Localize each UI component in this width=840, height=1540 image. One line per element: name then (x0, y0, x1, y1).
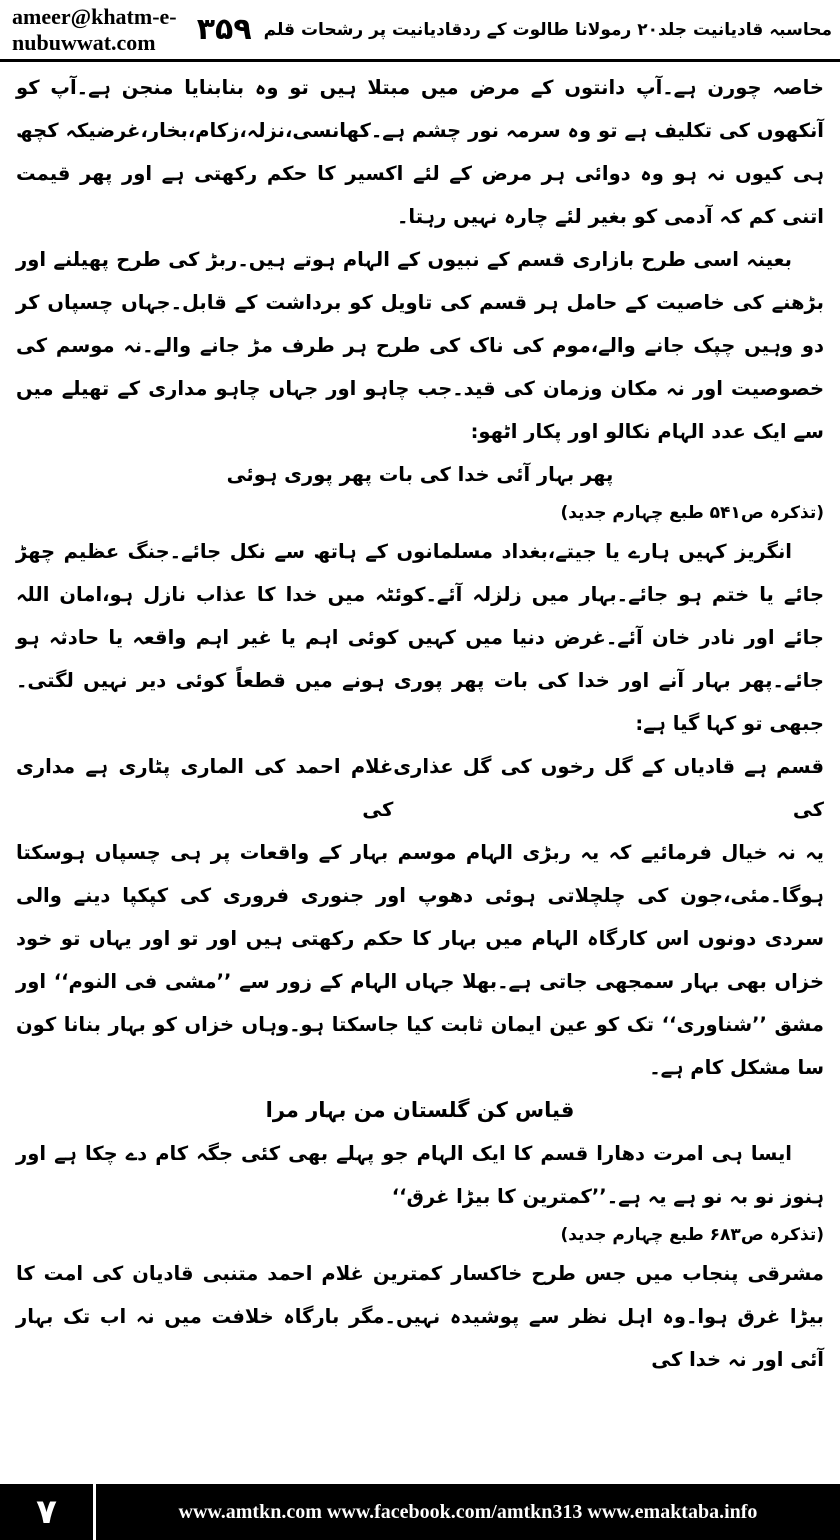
paragraph-5: ایسا ہی امرت دھارا قسم کا ایک الہام جو پہلے بھی کئی جگہ کام دے چکا ہے اور ہنوز نو بہ نو ہے یہ ہے۔’’کمترین کا بیڑا غرق‘‘ (16, 1142, 824, 1208)
persian-verse: قیاس کن گلستان من بہار مرا (265, 1098, 575, 1122)
couplet-second-line: غلام احمد کی الماری پٹاری ہے مداری کی (16, 755, 394, 821)
page-footer (0, 1484, 840, 1540)
footer-page-index: ۷ (0, 1484, 96, 1540)
couplet-first-line: قسم ہے قادیاں کے گل رخوں کی گل عذاری کی (393, 755, 824, 821)
paragraph-1: خاصہ چورن ہے۔آپ دانتوں کے مرض میں مبتلا ہیں تو وہ بنابنایا منجن ہے۔آپ کو آنکھوں کی تکلیف ہے تو وہ سرمہ نور چشم ہے۔کھانسی،نزلہ،زکام،بخار،غرضیکہ کچھ ہی کیوں نہ ہو وہ دوائی ہر مرض کے لئے اکسیر کا حکم رکھتی ہے اور پھر قیمت اتنی کم کہ آدمی کو بغیر لئے چارہ نہیں رہتا۔ (16, 76, 824, 228)
header-title-group (197, 12, 832, 47)
couplet (16, 745, 824, 831)
page-body (16, 66, 824, 1472)
paragraph-2: بعینہ اسی طرح بازاری قسم کے نبیوں کے الہام ہوتے ہیں۔ربڑ کی طرح پھیلنے اور بڑھنے کی خاصیت کے حامل ہر قسم کی تاویل کو برداشت کے قابل۔جہاں چسپاں کر دو وہیں چپک جانے والے،موم کی ناک کی طرح ہر طرف مڑ جانے والے۔نہ موسم کی خصوصیت اور نہ مکان وزمان کی قید۔جب چاہو اور جہاں چاہو مداری کے تھیلے میں سے ایک عدد الہام نکالو اور پکار اٹھو: (16, 248, 824, 443)
reference-1: (تذکرہ ص۵۴۱ طبع چہارم جدید) (560, 503, 824, 523)
paragraph-4: یہ نہ خیال فرمائیے کہ یہ ربڑی الہام موسم بہار کے واقعات پر ہی چسپاں ہوسکتا ہوگا۔مئی،جون کی چلچلاتی ہوئی دھوپ اور جنوری فروری کی کپکپا دینے والی سردی دونوں اس کارگاہ الہام میں بہار کا حکم رکھتی ہیں اور تو اور یہاں تو خود خزاں بھی بہار سمجھی جاتی ہے۔بھلا جہاں الہام کے زور سے ’’مشی فی النوم‘‘ اور مشق ’’شناوری‘‘ تک کو عین ایمان ثابت کیا جاسکتا ہو۔وہاں خزاں کو بہار بنانا کون سا مشکل کام ہے۔ (16, 841, 824, 1079)
quote-verse-1: پھر بہار آئی خدا کی بات پھر پوری ہوئی (226, 463, 614, 486)
page-number: ۳۵۹ (196, 12, 252, 47)
paragraph-6: مشرقی پنجاب میں جس طرح خاکسار کمترین غلام احمد متنبی قادیان کی امت کا بیڑا غرق ہوا۔وہ اہل نظر سے پوشیدہ نہیں۔مگر بارگاہ خلافت میں نہ اب تک بہار آئی اور نہ خدا کی (16, 1262, 824, 1371)
header-email[interactable]: ameer@khatm-e-nubuwwat.com (12, 3, 177, 55)
footer-links[interactable]: www.amtkn.com www.facebook.com/amtkn313 www.emaktaba.info (178, 1500, 758, 1523)
running-title: محاسبہ قادیانیت جلد۲۰ رمولانا طالوت کے ردقادیانیت پر رشحات قلم (263, 20, 832, 40)
paragraph-3: انگریز کہیں ہارے یا جیتے،بغداد مسلمانوں کے ہاتھ سے نکل جائے۔جنگ عظیم چھڑ جائے یا ختم ہو جائے۔بہار میں زلزلہ آئے۔کوئٹہ میں خدا کا عذاب نازل ہو،امان اللہ جائے اور نادر خان آئے۔غرض دنیا میں کہیں کوئی اہم یا غیر اہم واقعہ یا حادثہ ہو جائے۔پھر بہار آنے اور خدا کی بات پھر پوری ہونے میں قطعاً کوئی دیر نہیں لگتی۔جبھی تو کہا گیا ہے: (16, 540, 824, 735)
page-header (0, 0, 840, 62)
reference-2: (تذکرہ ص۶۸۳ طبع چہارم جدید) (560, 1225, 824, 1245)
